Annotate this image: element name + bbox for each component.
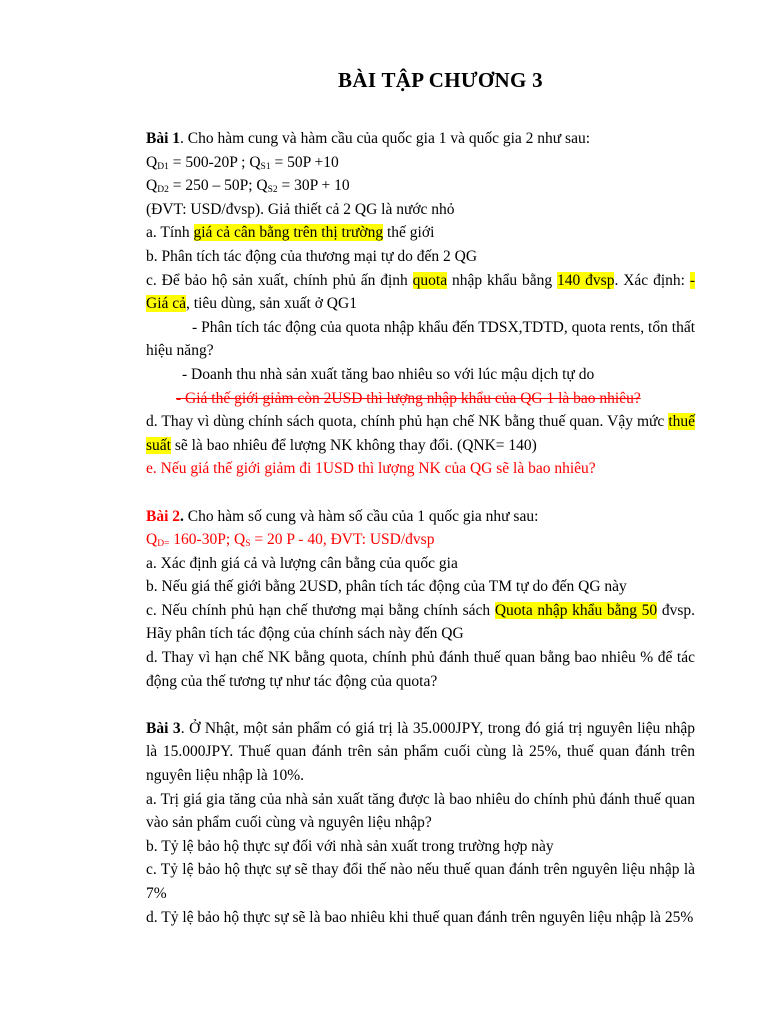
- bai2-question-b: b. Nếu giá thế giới bằng 2USD, phân tích tác động của TM tự do đến QG này: [146, 578, 627, 596]
- bai2-equation: $Q_{D=}$ 160-30P; $Q_S = 20$ P - 40, ĐVT: USD/đvsp: [146, 531, 435, 550]
- bai2-intro: Bài 2. Cho hàm số cung và hàm số cầu của 1 quốc gia như sau:: [146, 507, 539, 525]
- highlight: - Giá cả: [146, 271, 695, 313]
- bai3-label: Bài 3: [146, 719, 181, 737]
- bai1-question-c-sub2: - Doanh thu nhà sản xuất tăng bao nhiêu so với lúc mậu dịch tự do: [182, 365, 595, 383]
- bai1-question-c-sub3-struck: - Giá thế giới giảm còn 2USD thì lượng nhập khẩu của QG 1 là bao nhiêu?: [176, 389, 641, 407]
- bai3-intro: Bài 3. Ở Nhật, một sản phẩm có giá trị là 35.000JPY, trong đó giá trị nguyên liệu nhập là 15.000JPY. Thuế quan đánh trên sản phẩm cuối cùng là 25%, thuế quan đánh trên nguyên liệu nhập là 10%.: [146, 719, 695, 785]
- bai2-question-a: a. Xác định giá cả và lượng cân bằng của quốc gia: [146, 554, 458, 572]
- bai3-question-c: c. Tỷ lệ bảo hộ thực sự sẽ thay đổi thế nào nếu thuế quan đánh trên nguyên liệu nhập là 7%: [146, 861, 695, 902]
- bai3-question-b: b. Tỷ lệ bảo hộ thực sự đối với nhà sản xuất trong trường hợp này: [146, 837, 554, 855]
- bai1-question-d: d. Thay vì dùng chính sách quota, chính phủ hạn chế NK bằng thuế quan. Vậy mức thuế suất sẽ là bao nhiêu để lượng NK không thay đổi. (QNK= 140): [146, 413, 695, 454]
- bai1-question-c: c. Để bảo hộ sản xuất, chính phủ ấn định quota nhập khẩu bằng 140 đvsp. Xác định: - Giá cả, tiêu dùng, sản xuất ở QG1: [146, 271, 695, 313]
- bai3-question-a: a. Trị giá gia tăng của nhà sản xuất tăng được là bao nhiêu do chính phủ đánh thuế quan vào sản phẩm cuối cùng và nguyên liệu nhập?: [146, 790, 695, 832]
- highlight: 140 đvsp: [557, 271, 615, 289]
- highlight: quota: [412, 271, 448, 289]
- bai1-question-e: e. Nếu giá thế giới giảm đi 1USD thì lượng NK của QG sẽ là bao nhiêu?: [146, 460, 596, 478]
- highlight: Quota nhập khẩu bằng 50: [494, 601, 658, 619]
- bai1-question-c-sub1: - Phân tích tác động của quota nhập khẩu đến TDSX,TDTD, quota rents, tổn thất hiệu năng?: [146, 318, 695, 360]
- bai1-equation-1: $Q_{D1} = 500-20P$ ; $Q_{S1} = 50P +10$: [146, 153, 339, 172]
- bai1-label: Bài 1: [146, 130, 181, 147]
- bai1-question-a: a. Tính giá cả cân bằng trên thị trường thế giới: [146, 224, 435, 242]
- bai1-equation-2: $Q_{D2} = 250 - 50P$; $Q_{S2} = 30P + 10$: [146, 177, 350, 196]
- bai3-question-d: d. Tỷ lệ bảo hộ thực sự sẽ là bao nhiêu khi thuế quan đánh trên nguyên liệu nhập là 25%: [146, 908, 694, 926]
- bai2-question-c: c. Nếu chính phủ hạn chế thương mại bằng chính sách Quota nhập khẩu bằng 50 đvsp. Hãy phân tích tác động của chính sách này đến QG: [146, 601, 695, 643]
- highlight: thuế suất: [146, 413, 695, 454]
- bai1-question-b: b. Phân tích tác động của thương mại tự do đến 2 QG: [146, 247, 478, 265]
- bai2-question-d: d. Thay vì hạn chế NK bằng quota, chính phủ đánh thuế quan bằng bao nhiêu % để tác động của thế tương tự như tác động của quota?: [146, 649, 695, 690]
- document-page: [146, 68, 695, 929]
- bai1-unit: (ĐVT: USD/đvsp). Giả thiết cả 2 QG là nước nhỏ: [146, 200, 455, 218]
- bai2-label: Bài 2: [146, 507, 181, 525]
- highlight: giá cả cân bằng trên thị trường: [193, 224, 384, 242]
- bai1-intro: Bài 1. Cho hàm cung và hàm cầu của quốc gia 1 và quốc gia 2 như sau:: [146, 130, 591, 147]
- page-title: BÀI TẬP CHƯƠNG 3: [338, 68, 543, 92]
